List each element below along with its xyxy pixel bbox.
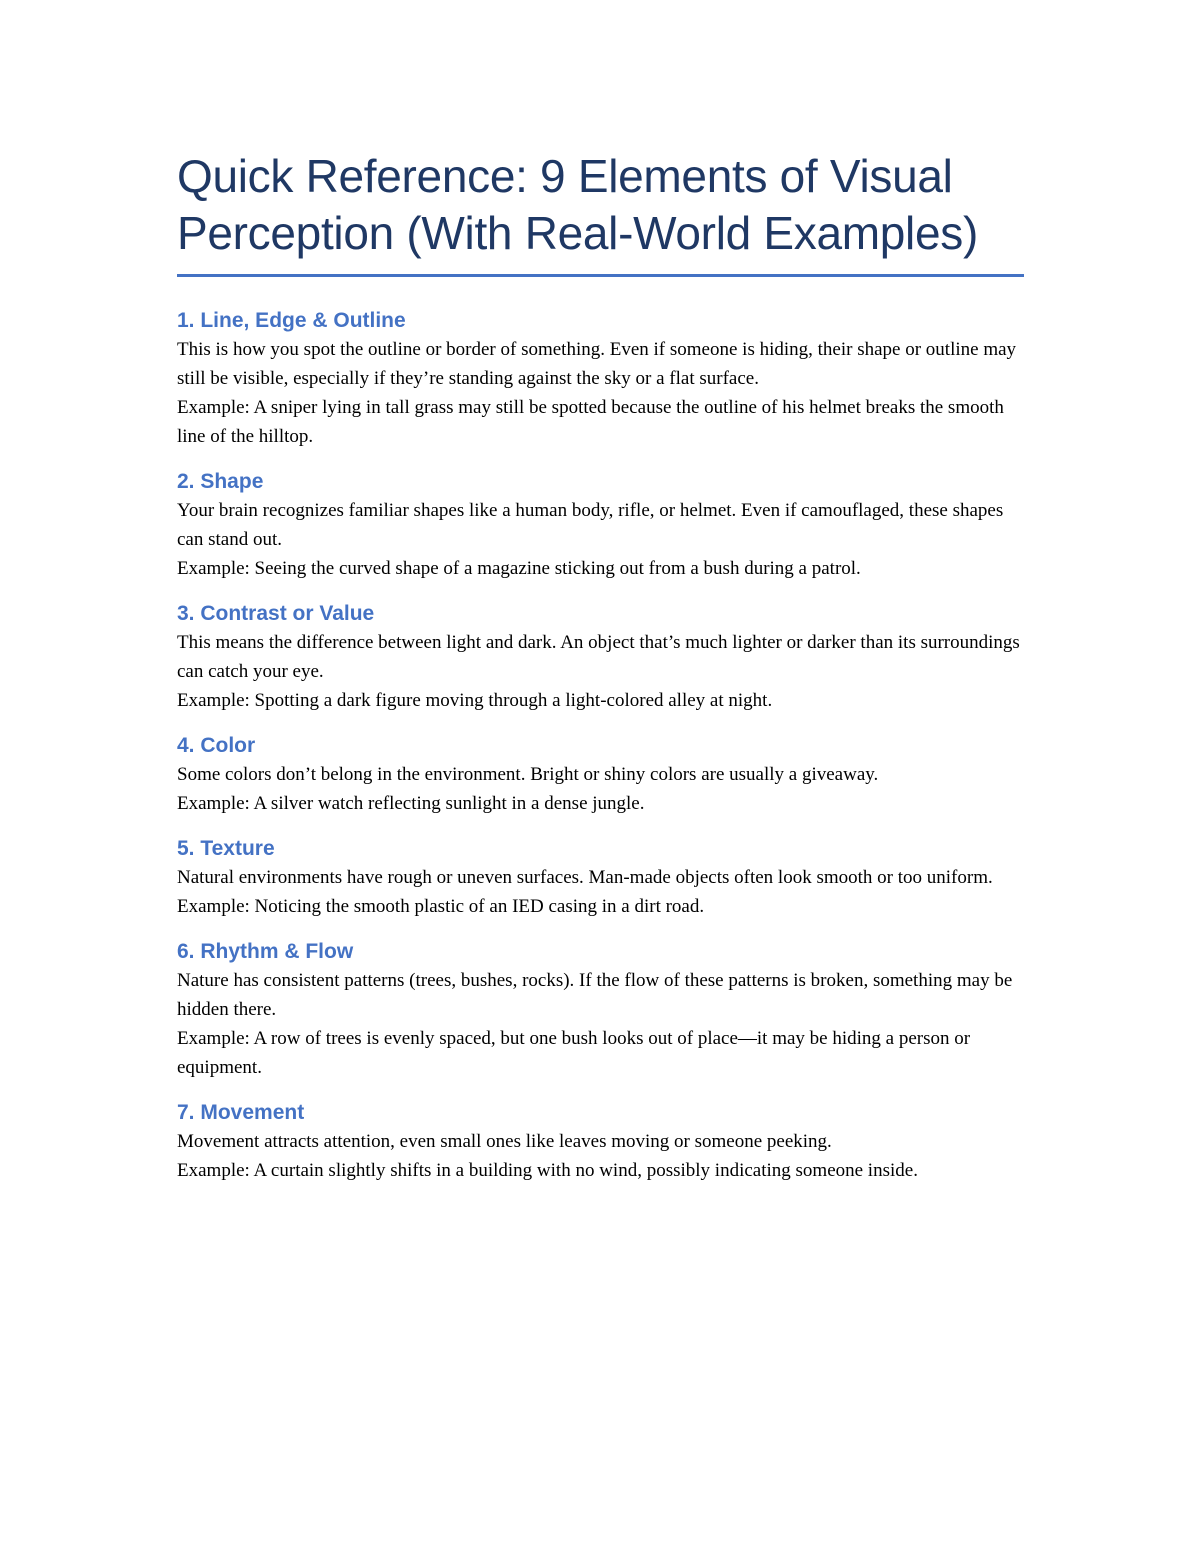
section-body: This means the difference between light and dark. An object that’s much lighter or darker than its surroundings can catch your eye.	[177, 632, 1020, 682]
section-example: Example: Seeing the curved shape of a magazine sticking out from a bush during a patrol.	[177, 558, 861, 579]
section-heading: 6. Rhythm & Flow	[177, 940, 354, 963]
section-body: Nature has consistent patterns (trees, bushes, rocks). If the flow of these patterns is broken, something may be hidden there.	[177, 970, 1013, 1020]
section-body: Your brain recognizes familiar shapes like a human body, rifle, or helmet. Even if camouflaged, these shapes can stand out.	[177, 500, 1004, 550]
section-heading: 7. Movement	[177, 1101, 305, 1124]
section-body: This is how you spot the outline or border of something. Even if someone is hiding, their shape or outline may still be visible, especially if they’re standing against the sky or a flat surface.	[177, 339, 1017, 389]
section-body: Natural environments have rough or uneven surfaces. Man-made objects often look smooth or too uniform.	[177, 867, 993, 888]
section-contrast-value	[177, 600, 1027, 715]
document-title	[177, 148, 1027, 262]
section-example: Example: Noticing the smooth plastic of an IED casing in a dirt road.	[177, 896, 705, 917]
section-example: Example: A silver watch reflecting sunlight in a dense jungle.	[177, 793, 645, 814]
section-example: Example: A curtain slightly shifts in a building with no wind, possibly indicating someone inside.	[177, 1160, 918, 1181]
title-line-2: Perception (With Real-World Examples)	[177, 207, 978, 259]
section-heading: 4. Color	[177, 734, 256, 757]
section-example: Example: A sniper lying in tall grass may still be spotted because the outline of his helmet breaks the smooth line of the hilltop.	[177, 397, 1004, 447]
section-example: Example: A row of trees is evenly spaced, but one bush looks out of place—it may be hiding a person or equipment.	[177, 1028, 971, 1078]
section-movement	[177, 1099, 1027, 1185]
section-texture	[177, 835, 1027, 921]
section-heading: 5. Texture	[177, 837, 275, 860]
section-rhythm-flow	[177, 938, 1027, 1082]
section-heading: 3. Contrast or Value	[177, 602, 375, 625]
section-body: Movement attracts attention, even small ones like leaves moving or someone peeking.	[177, 1131, 832, 1152]
section-body: Some colors don’t belong in the environment. Bright or shiny colors are usually a giveaway.	[177, 764, 879, 785]
section-shape	[177, 468, 1027, 583]
section-line-edge-outline	[177, 307, 1027, 451]
section-heading: 2. Shape	[177, 470, 264, 493]
section-color	[177, 732, 1027, 818]
title-line-1: Quick Reference: 9 Elements of Visual	[177, 150, 953, 202]
title-underline	[177, 274, 1024, 277]
document-page	[177, 148, 1027, 1185]
section-heading: 1. Line, Edge & Outline	[177, 309, 406, 332]
section-example: Example: Spotting a dark figure moving through a light-colored alley at night.	[177, 690, 773, 711]
